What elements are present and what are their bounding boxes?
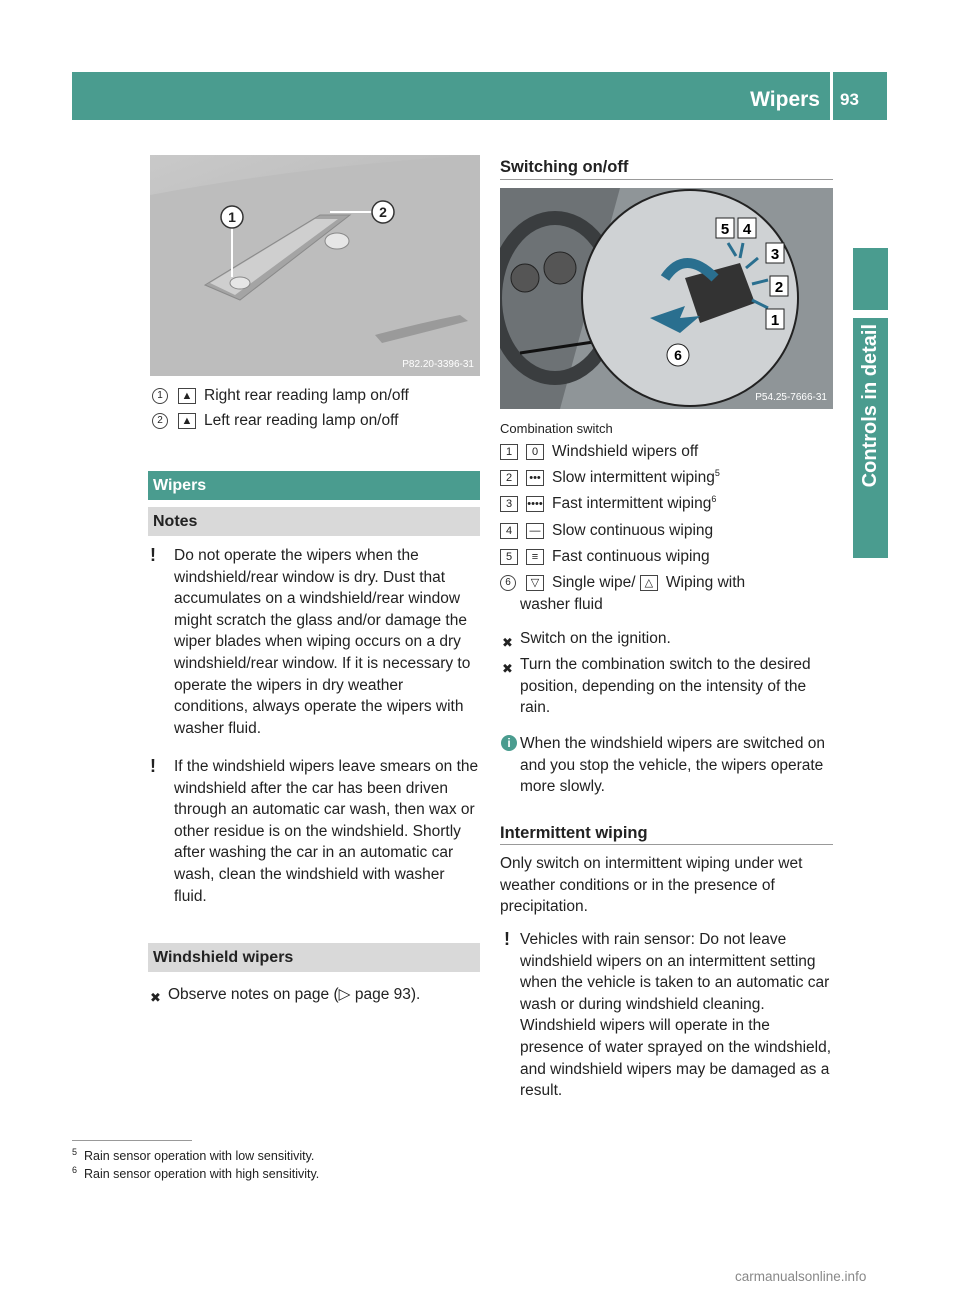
switch-item-3 bbox=[500, 493, 833, 515]
washer-fluid-text: Wiping with bbox=[665, 574, 746, 591]
label-3: 3 bbox=[770, 246, 780, 263]
combination-switch-figure bbox=[500, 188, 833, 409]
switch-item-6 bbox=[500, 572, 833, 594]
label-4: 4 bbox=[742, 221, 752, 238]
step-turn-switch: Turn the combination switch to the desired position, depending on the intensity of the rain. bbox=[520, 656, 811, 717]
subsection-title-windshield-wipers: Windshield wipers bbox=[148, 943, 480, 972]
reading-lamp-illustration bbox=[150, 155, 480, 376]
callout-2-label: 2 bbox=[379, 204, 387, 220]
fast-continuous-icon: ≡ bbox=[526, 549, 544, 565]
info-icon: i bbox=[501, 735, 517, 751]
subsection-title-notes: Notes bbox=[148, 507, 480, 536]
heading-rule bbox=[500, 179, 833, 180]
intermittent-paragraph: Only switch on intermittent wiping under wet weather conditions or in the presence of precipitation. bbox=[500, 855, 803, 916]
switch-item-text: Slow intermittent wiping bbox=[552, 469, 715, 486]
heading-switching-on-off: Switching on/off bbox=[500, 158, 629, 176]
item-number: 6 bbox=[500, 575, 516, 591]
figure-caption: Combination switch bbox=[500, 421, 613, 436]
heading-rule bbox=[500, 844, 833, 845]
item-number: 2 bbox=[152, 413, 168, 429]
label-6: 6 bbox=[674, 347, 682, 363]
item-number: 2 bbox=[500, 470, 518, 486]
step-arrow-icon: ✖ bbox=[502, 661, 513, 676]
lamp-item-text: Left rear reading lamp on/off bbox=[204, 412, 399, 429]
slow-intermittent-icon: ••• bbox=[526, 470, 544, 486]
figure-code: P54.25-7666-31 bbox=[755, 392, 827, 403]
footnote-text: Rain sensor operation with high sensitivity. bbox=[83, 1167, 320, 1181]
warning-rain-sensor: Vehicles with rain sensor: Do not leave windshield wipers on an intermittent setting when the vehicle is taken to an automatic car wash or during windshield cleaning. Windshield wipers will operate in the presence of water sprayed on the windshield, and windshield wipers may be damaged as a result. bbox=[520, 931, 832, 1100]
section-title-wipers: Wipers bbox=[148, 471, 480, 500]
item-number: 4 bbox=[500, 523, 518, 539]
switch-item-1 bbox=[500, 441, 833, 463]
lamp-item-2 bbox=[152, 410, 398, 432]
footnote-6 bbox=[72, 1166, 319, 1182]
warning-icon: ! bbox=[150, 756, 156, 776]
switch-item-text: Slow continuous wiping bbox=[552, 522, 714, 539]
switch-item-text: Fast intermittent wiping bbox=[552, 495, 712, 512]
single-wipe-text: Single wipe/ bbox=[552, 574, 636, 591]
info-note: When the windshield wipers are switched on and you stop the vehicle, the wipers operate more slowly. bbox=[520, 735, 825, 796]
footnote-number: 6 bbox=[72, 1164, 78, 1175]
reading-lamp-figure bbox=[150, 155, 480, 376]
switch-item-5 bbox=[500, 546, 833, 568]
side-tab-marker bbox=[853, 248, 888, 310]
callout-1-label: 1 bbox=[228, 209, 236, 225]
switch-item-4 bbox=[500, 520, 833, 542]
washer-fluid-icon: △ bbox=[640, 575, 658, 591]
warning-dry-windshield: Do not operate the wipers when the windshield/rear window is dry. Dust that accumulates on a windshield/rear window might scratch the glass and/or damage the wiper blades when wiping occurs on a dry windshield/rear window. If it is necessary to operate the wipers in dry weather conditions, always operate the wipers with washer fluid. bbox=[174, 547, 471, 737]
heading-intermittent-wiping: Intermittent wiping bbox=[500, 824, 648, 842]
slow-continuous-icon: — bbox=[526, 523, 544, 539]
warning-icon: ! bbox=[150, 545, 156, 565]
switch-item-text: Fast continuous wiping bbox=[552, 548, 710, 565]
fast-intermittent-icon: •••• bbox=[527, 497, 543, 510]
footnote-ref: 6 bbox=[711, 493, 717, 504]
lamp-icon: ▲ bbox=[178, 388, 196, 404]
label-5: 5 bbox=[720, 221, 730, 238]
step-arrow-icon: ✖ bbox=[150, 990, 161, 1005]
footnote-ref: 5 bbox=[714, 467, 720, 478]
header-section-title: Wipers bbox=[750, 88, 820, 111]
item-number: 5 bbox=[500, 549, 518, 565]
switch-item-6-continued: washer fluid bbox=[520, 596, 603, 613]
combination-switch-illustration bbox=[500, 188, 833, 409]
switch-item-text: Windshield wipers off bbox=[552, 443, 699, 460]
step-ignition: Switch on the ignition. bbox=[520, 630, 671, 647]
footnote-5 bbox=[72, 1148, 314, 1164]
warning-icon: ! bbox=[504, 929, 510, 949]
page-number: 93 bbox=[840, 90, 859, 109]
side-tab-label: Controls in detail bbox=[859, 324, 881, 488]
single-wipe-icon: ▽ bbox=[526, 575, 544, 591]
lamp-item-text: Right rear reading lamp on/off bbox=[204, 387, 409, 404]
footnote-rule bbox=[72, 1140, 192, 1141]
figure-code: P82.20-3396-31 bbox=[402, 359, 474, 370]
watermark[interactable]: carmanualsonline.info bbox=[735, 1269, 867, 1284]
item-number: 1 bbox=[500, 444, 518, 460]
footnote-number: 5 bbox=[72, 1146, 78, 1157]
observe-notes-step: Observe notes on page (▷ page 93). bbox=[168, 986, 421, 1003]
header-separator bbox=[830, 72, 833, 120]
lamp-item-1 bbox=[152, 385, 409, 407]
item-number: 1 bbox=[152, 388, 168, 404]
step-arrow-icon: ✖ bbox=[502, 635, 513, 650]
label-1: 1 bbox=[770, 312, 780, 329]
switch-item-2 bbox=[500, 467, 833, 489]
wiper-off-icon: 0 bbox=[526, 444, 544, 460]
warning-smears: If the windshield wipers leave smears on the windshield after the car has been driven through an automatic car wash, then wax or other residue is on the windshield. Shortly after washing the car in an automatic car wash, clean the windshield with washer fluid. bbox=[174, 758, 479, 905]
lamp-icon: ▲ bbox=[178, 413, 196, 429]
label-2: 2 bbox=[774, 279, 784, 296]
footnote-text: Rain sensor operation with low sensitivity. bbox=[83, 1149, 315, 1163]
item-number: 3 bbox=[500, 496, 518, 512]
